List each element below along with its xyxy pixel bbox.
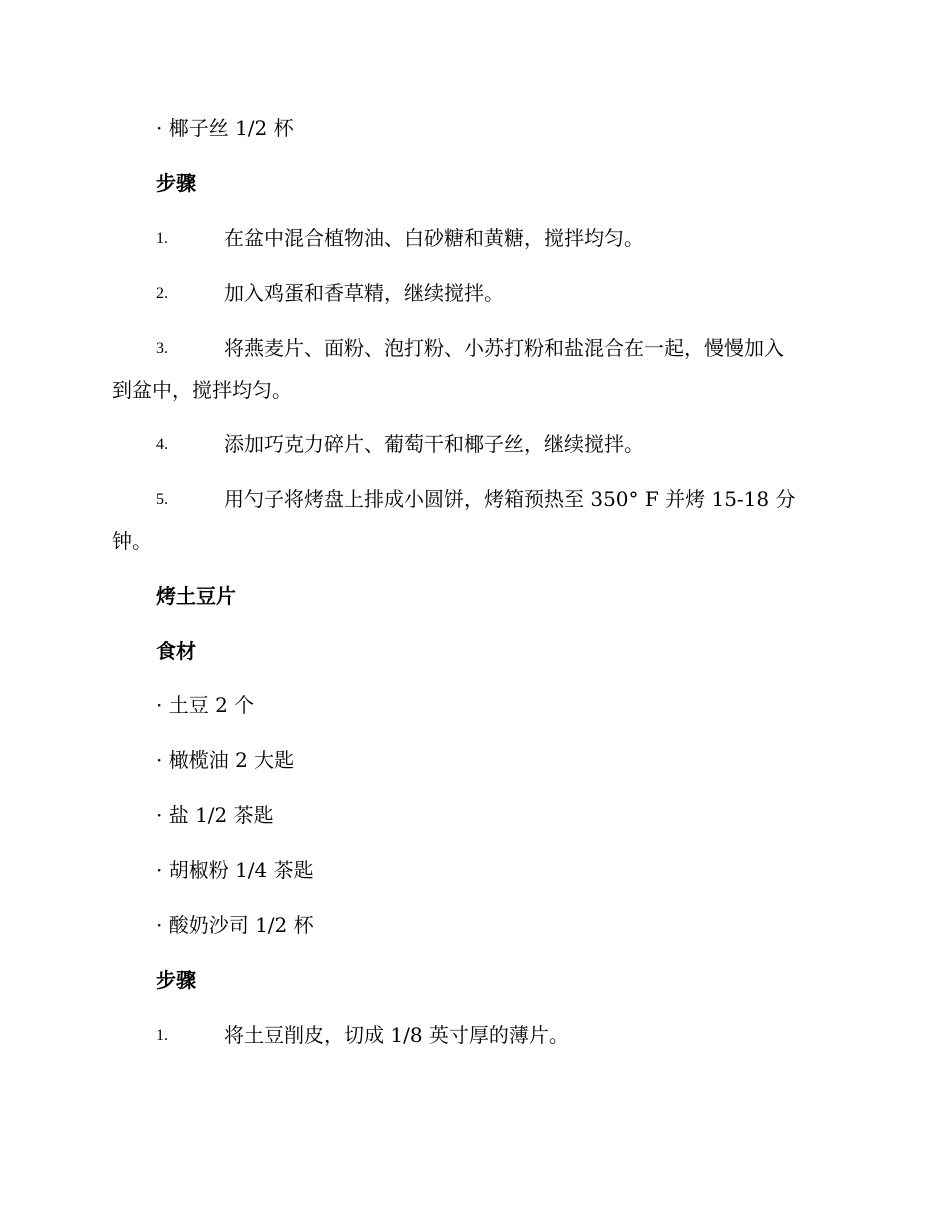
ingredient-item: · 盐 1/2 茶匙 bbox=[156, 803, 274, 827]
steps-heading-2: 步骤 bbox=[156, 968, 196, 992]
ingredient-item: · 酸奶沙司 1/2 杯 bbox=[156, 913, 314, 937]
ingredients-heading: 食材 bbox=[156, 639, 196, 663]
step-number: 4. bbox=[156, 436, 168, 453]
step-text: 添加巧克力碎片、葡萄干和椰子丝，继续搅拌。 bbox=[224, 432, 644, 456]
recipe-title: 烤土豆片 bbox=[156, 584, 236, 608]
ingredient-item: · 胡椒粉 1/4 茶匙 bbox=[156, 858, 314, 882]
steps-heading-1: 步骤 bbox=[156, 171, 196, 195]
step-number: 1. bbox=[156, 1027, 168, 1044]
step-text-continued: 钟。 bbox=[112, 529, 152, 553]
step-text: 用勺子将烤盘上排成小圆饼，烤箱预热至 350° F 并烤 15-18 分 bbox=[224, 487, 796, 511]
ingredient-item: · 橄榄油 2 大匙 bbox=[156, 748, 295, 772]
step-number: 3. bbox=[156, 340, 168, 357]
step-text: 加入鸡蛋和香草精，继续搅拌。 bbox=[224, 281, 504, 305]
step-text: 将土豆削皮，切成 1/8 英寸厚的薄片。 bbox=[224, 1023, 569, 1047]
step-number: 1. bbox=[156, 230, 168, 247]
step-text: 在盆中混合植物油、白砂糖和黄糖，搅拌均匀。 bbox=[224, 226, 644, 250]
step-number: 2. bbox=[156, 285, 168, 302]
step-text: 将燕麦片、面粉、泡打粉、小苏打粉和盐混合在一起，慢慢加入 bbox=[224, 336, 784, 360]
step-text-continued: 到盆中，搅拌均匀。 bbox=[112, 378, 292, 402]
step-number: 5. bbox=[156, 491, 168, 508]
ingredient-item: · 土豆 2 个 bbox=[156, 693, 255, 717]
ingredient-coconut: · 椰子丝 1/2 杯 bbox=[156, 116, 294, 140]
